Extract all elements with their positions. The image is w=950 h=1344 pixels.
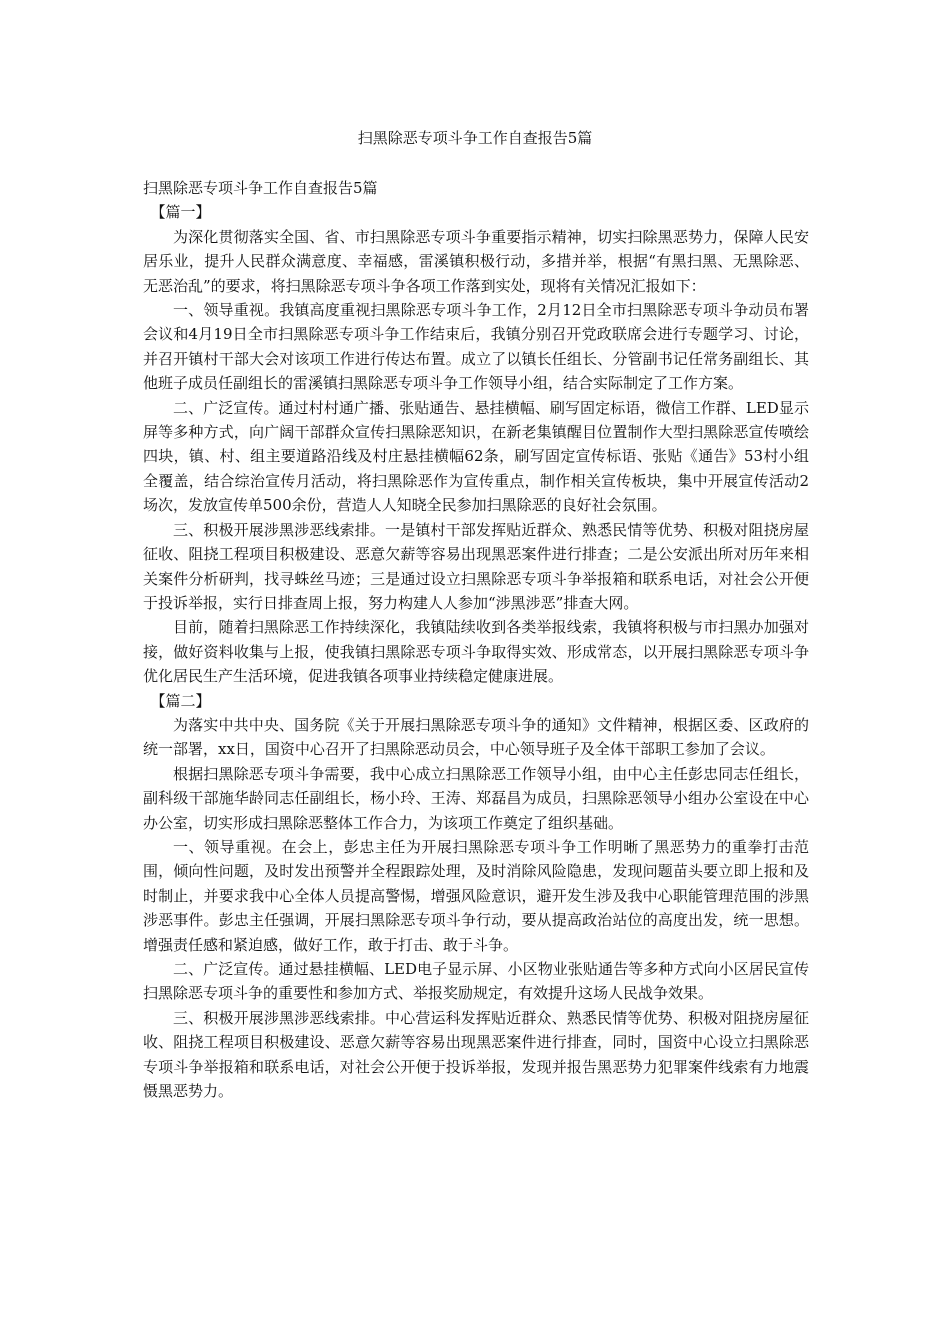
paragraph-publicity-2: 二、广泛宣传。通过悬挂横幅、LED电子显示屏、小区物业张贴通告等多种方式向小区居民宣传扫黑除恶专项斗争的重要性和参加方式、举报奖励规定，有效提升这场人民战争效果。 bbox=[143, 960, 809, 1003]
paragraph-investigation-1: 三、积极开展涉黑涉恶线索排。一是镇村干部发挥贴近群众、熟悉民情等优势、积极对阻挠房屋征收、阻挠工程项目积极建设、恶意欠薪等容易出现黑恶案件进行排查；二是公安派出所对历年来相关案件分析研判，找寻蛛丝马迹；三是通过设立扫黑除恶专项斗争举报箱和联系电话，对社会公开便于投诉举报，实行日排查周上报，努力构建人人参加“涉黑涉恶”排查大网。 bbox=[143, 520, 809, 612]
document-title: 扫黑除恶专项斗争工作自查报告5篇 bbox=[357, 129, 593, 147]
document-body bbox=[143, 176, 809, 1103]
paragraph-leadership-1: 一、领导重视。我镇高度重视扫黑除恶专项斗争工作，2月12日全市扫黑除恶专项斗争动员布署会议和4月19日全市扫黑除恶专项斗争工作结束后，我镇分别召开党政联席会进行专题学习、讨论，并召开镇村干部大会对该项工作进行传达布置。成立了以镇长任组长、分管副书记任常务副组长、其他班子成员任副组长的雷溪镇扫黑除恶专项斗争工作领导小组，结合实际制定了工作方案。 bbox=[143, 301, 809, 393]
paragraph-intro-1: 为深化贯彻落实全国、省、市扫黑除恶专项斗争重要指示精神，切实扫除黑恶势力，保障人民安居乐业，提升人民群众满意度、幸福感，雷溪镇积极行动，多措并举，根据“有黑扫黑、无黑除恶、无恶治乱”的要求，将扫黑除恶专项斗争各项工作落到实处，现将有关情况汇报如下： bbox=[143, 227, 809, 295]
paragraph-investigation-2: 三、积极开展涉黑涉恶线索排。中心营运科发挥贴近群众、熟悉民情等优势、积极对阻挠房屋征收、阻挠工程项目积极建设、恶意欠薪等容易出现黑恶案件进行排查，同时，国资中心设立扫黑除恶专项斗争举报箱和联系电话，对社会公开便于投诉举报，发现并报告黑恶势力犯罪案件线索有力地震慑黑恶势力。 bbox=[143, 1008, 809, 1101]
section-heading-2: 【篇二】 bbox=[150, 691, 211, 710]
paragraph-leadership-2: 一、领导重视。在会上，彭忠主任为开展扫黑除恶专项斗争工作明晰了黑恶势力的重拳打击范围，倾向性问题，及时发出预警并全程跟踪处理，及时消除风险隐患，发现问题苗头要立即上报和及时制止，并要求我中心全体人员提高警惕，增强风险意识，避开发生涉及我中心职能管理范围的涉黑涉恶事件。彭忠主任强调，开展扫黑除恶专项斗争行动，要从提高政治站位的高度出发，统一思想。增强责任感和紧迫感，做好工作，敢于打击、敢于斗争。 bbox=[143, 837, 809, 954]
paragraph-organization-2: 根据扫黑除恶专项斗争需要，我中心成立扫黑除恶工作领导小组，由中心主任彭忠同志任组长，副科级干部施华龄同志任副组长，杨小玲、王涛、郑磊昌为成员，扫黑除恶领导小组办公室设在中心办公室，切实形成扫黑除恶整体工作合力，为该项工作奠定了组织基础。 bbox=[143, 764, 809, 832]
paragraph-intro-2: 为落实中共中央、国务院《关于开展扫黑除恶专项斗争的通知》文件精神，根据区委、区政府的统一部署，xx日，国资中心召开了扫黑除恶动员会，中心领导班子及全体干部职工参加了会议。 bbox=[143, 715, 809, 759]
paragraph-publicity-1: 二、广泛宣传。通过村村通广播、张贴通告、悬挂横幅、刷写固定标语，微信工作群、LED显示屏等多种方式，向广阔干部群众宣传扫黑除恶知识，在新老集镇醒目位置制作大型扫黑除恶宣传喷绘四块，镇、村、组主要道路沿线及村庄悬挂横幅62条，刷写固定宣传标语、张贴《通告》53村小组全覆盖，结合综治宣传月活动，将扫黑除恶作为宣传重点，制作相关宣传板块，集中开展宣传活动2场次，发放宣传单500余份，营造人人知晓全民参加扫黑除恶的良好社会氛围。 bbox=[143, 398, 809, 515]
section-heading-1: 【篇一】 bbox=[150, 203, 211, 222]
paragraph-current-status-1: 目前，随着扫黑除恶工作持续深化，我镇陆续收到各类举报线索，我镇将积极与市扫黑办加强对接，做好资料收集与上报，使我镇扫黑除恶专项斗争取得实效、形成常态，以开展扫黑除恶专项斗争优化居民生产生活环境，促进我镇各项事业持续稳定健康进展。 bbox=[143, 618, 809, 686]
document-subtitle: 扫黑除恶专项斗争工作自查报告5篇 bbox=[143, 179, 378, 197]
